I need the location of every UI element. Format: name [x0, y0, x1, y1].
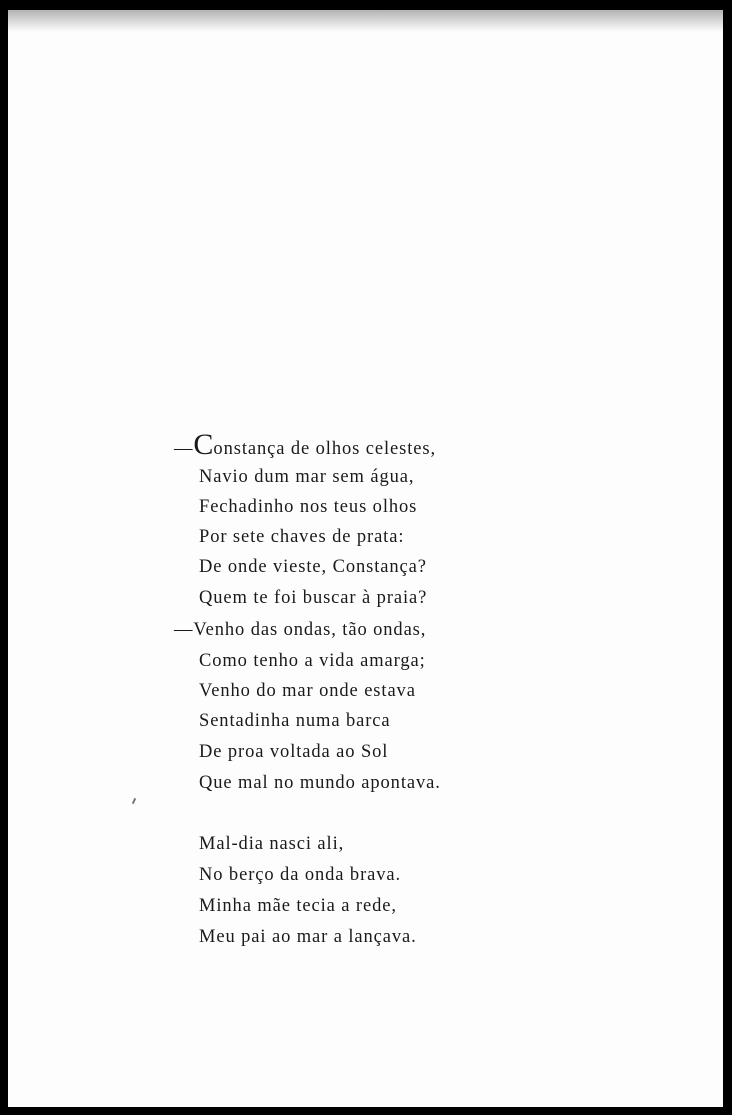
poem-line-16: Meu pai ao mar a lançava. — [199, 927, 417, 947]
poem-line-1-dash: — — [174, 439, 194, 459]
poem-line-6: Quem te foi buscar à praia? — [199, 588, 428, 608]
poem — [8, 10, 723, 1107]
poem-line-7: —Venho das ondas, tão ondas, — [174, 620, 427, 640]
poem-line-1 — [174, 428, 437, 461]
poem-line-1-initial: C — [193, 428, 214, 461]
poem-line-8: Como tenho a vida amarga; — [199, 651, 426, 671]
poem-line-4: Por sete chaves de prata: — [199, 527, 405, 547]
poem-line-11: De proa voltada ao Sol — [199, 742, 389, 762]
poem-line-9: Venho do mar onde estava — [199, 681, 416, 701]
poem-line-12: Que mal no mundo apontava. — [199, 773, 441, 793]
poem-line-1-rest: onstança de olhos celestes, — [213, 439, 437, 459]
poem-line-13: Mal-dia nasci ali, — [199, 834, 345, 854]
poem-line-2: Navio dum mar sem água, — [199, 467, 415, 487]
poem-line-3: Fechadinho nos teus olhos — [199, 497, 418, 517]
book-page — [8, 10, 723, 1107]
poem-line-10: Sentadinha numa barca — [199, 711, 391, 731]
poem-line-15: Minha mãe tecia a rede, — [199, 896, 397, 916]
poem-line-14: No berço da onda brava. — [199, 865, 402, 885]
poem-line-5: De onde vieste, Constança? — [199, 557, 427, 577]
